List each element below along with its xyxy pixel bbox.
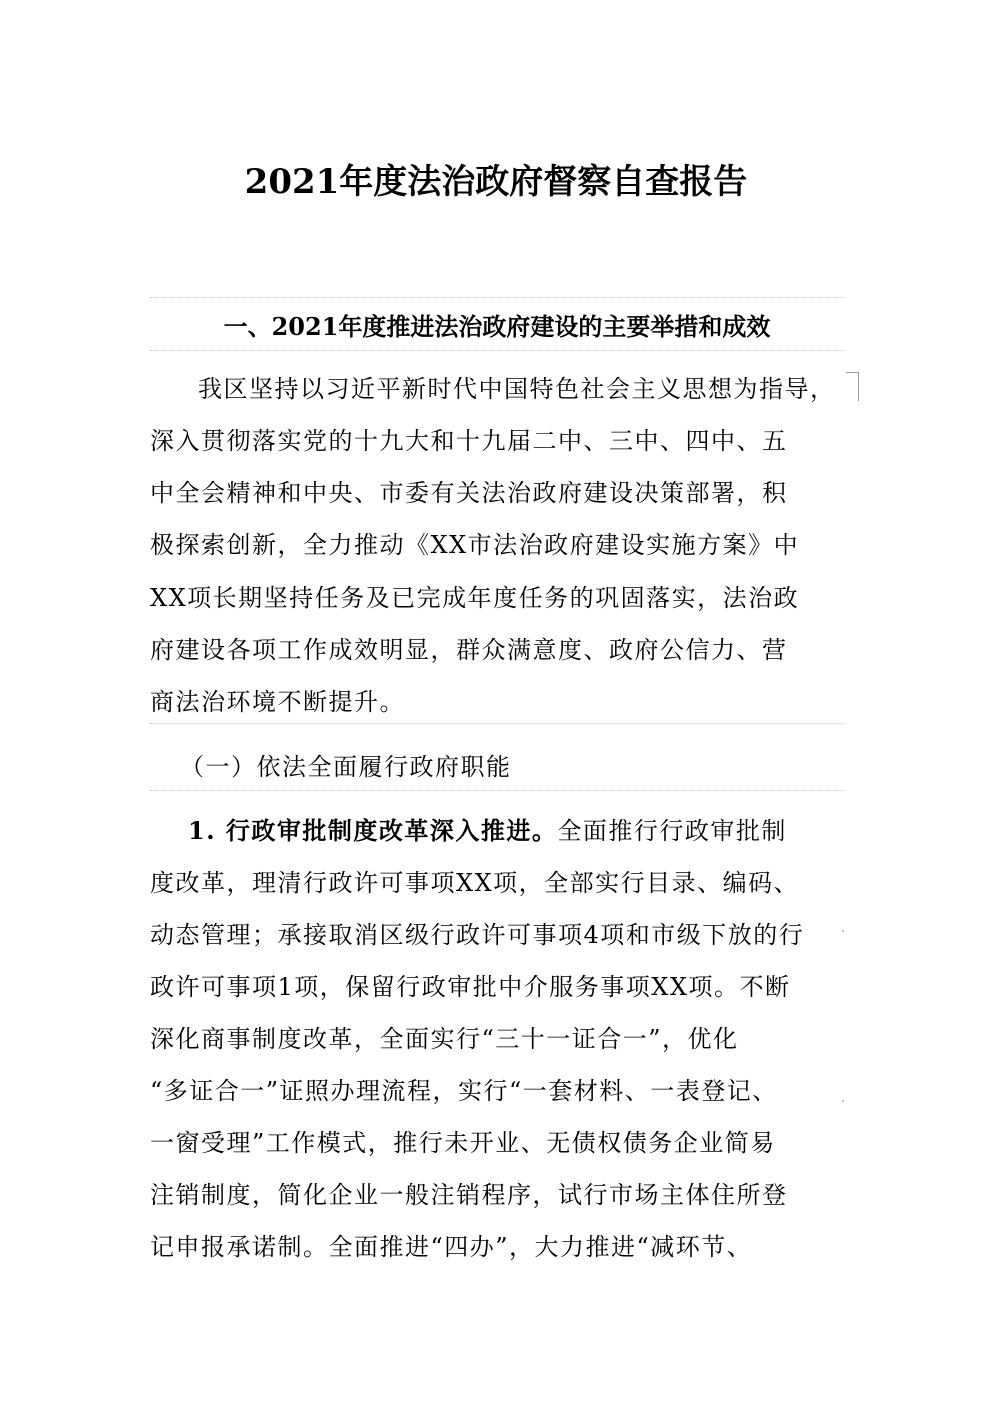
item-line: 注销制度，简化企业一般注销程序，试行市场主体住所登 (150, 1181, 788, 1209)
item-line: 记申报承诺制。全面推进“四办”，大力推进“减环节、 (150, 1233, 753, 1261)
page-title: 2021年度法治政府督察自查报告 (244, 162, 748, 202)
paragraph-line: 中全会精神和中央、市委有关法治政府建设决策部署，积 (150, 479, 788, 507)
paragraph-line: 府建设各项工作成效明显，群众满意度、政府公信力、营 (150, 636, 788, 664)
item-line: 度改革，理清行政许可事项XX项，全部实行目录、编码、 (150, 869, 800, 897)
section-top-rule (150, 297, 844, 298)
item-line: 深化商事制度改革，全面实行“三十一证合一”，优化 (150, 1025, 739, 1053)
paragraph-1-end-rule (150, 723, 844, 724)
item-first-line-rest: 全面推行行政审批制 (557, 817, 787, 845)
item-bold-lead: 1. 行政审批制度改革深入推进。 (188, 816, 558, 845)
subsection-end-rule (150, 790, 844, 791)
paragraph-line: 商法治环境不断提升。 (150, 688, 405, 716)
margin-dot (842, 1100, 844, 1102)
item-line: “多证合一”证照办理流程，实行“一套材料、一表登记、 (150, 1077, 778, 1105)
margin-dot (842, 930, 844, 932)
paragraph-line: 深入贯彻落实党的十九大和十九届二中、三中、四中、五 (150, 427, 788, 455)
paragraph-line: 极探索创新，全力推动《XX市法治政府建设实施方案》中 (150, 531, 800, 559)
item-line: 一窗受理”工作模式，推行未开业、无债权债务企业简易 (150, 1129, 776, 1157)
item-line: 动态管理；承接取消区级行政许可事项4项和市级下放的行 (150, 921, 805, 949)
section-heading: 一、2021年度推进法治政府建设的主要举措和成效 (223, 312, 771, 341)
paragraph-line: XX项长期坚持任务及已完成年度任务的巩固落实，法治政 (150, 584, 800, 612)
section-bottom-rule (150, 350, 844, 351)
item-line (188, 814, 787, 848)
margin-corner-mark (846, 372, 859, 401)
item-line: 政许可事项1项，保留行政审批中介服务事项XX项。不断 (150, 973, 791, 1001)
paragraph-line: 我区坚持以习近平新时代中国特色社会主义思想为指导， (198, 375, 836, 403)
subsection-heading: （一）依法全面履行政府职能 (180, 753, 512, 781)
